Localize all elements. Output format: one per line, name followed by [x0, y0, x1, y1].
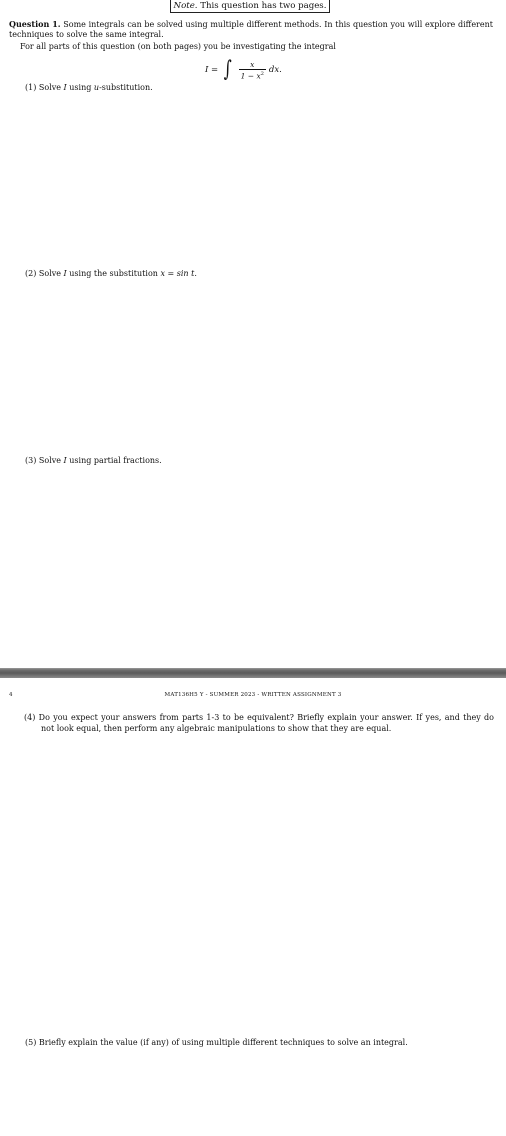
running-header: MAT136H5 Y - SUMMER 2023 - WRITTEN ASSIGNMENT 3	[164, 692, 342, 698]
part-3-number: (3)	[25, 456, 37, 465]
denominator-exponent: 2	[260, 70, 264, 77]
part-2-eq: x = sin t	[160, 269, 195, 278]
note-box	[170, 0, 330, 13]
integral-fraction	[239, 60, 266, 81]
note-text: This question has two pages.	[200, 1, 327, 11]
part-1-mid: using	[69, 83, 92, 92]
question-intro: For all parts of this question (on both pages) you be investigating the integral	[20, 42, 336, 51]
part-4-body	[24, 712, 494, 734]
part-5-number: (5)	[25, 1038, 37, 1047]
part-2-mid: using the substitution	[69, 269, 158, 278]
part-1-post: -substitution.	[99, 83, 153, 92]
integral-sign-icon: ∫	[223, 57, 232, 82]
part-1-var: I	[63, 83, 67, 92]
part-2-post: .	[194, 269, 197, 278]
part-3	[25, 456, 162, 466]
page-number: 4	[9, 692, 13, 698]
fraction-denominator	[239, 69, 266, 81]
part-3-pre: Solve	[38, 456, 61, 465]
part-1	[25, 83, 153, 93]
page-divider	[0, 668, 506, 678]
question-statement	[9, 19, 493, 40]
question-text: Some integrals can be solved using multiple different methods. In this question you will explore different techniques to solve the same integral.	[9, 20, 493, 39]
part-3-post: using partial fractions.	[69, 456, 162, 465]
part-1-pre: Solve	[38, 83, 61, 92]
part-4-number: (4)	[24, 713, 36, 722]
denominator-base: 1 − x	[240, 71, 261, 81]
fraction-numerator: x	[250, 59, 255, 69]
part-4-text: Do you expect your answers from parts 1-3 to be equivalent? Briefly explain your answer. If yes, and they do not look equal, then perform any algebraic manipulations to show that they are equal.	[38, 713, 494, 733]
part-2-pre: Solve	[38, 269, 61, 278]
part-2	[25, 269, 197, 279]
part-1-var2: u	[93, 83, 100, 92]
part-4	[24, 712, 494, 734]
part-2-var: I	[63, 269, 67, 278]
part-1-number: (1)	[25, 83, 37, 92]
question-label: Question 1.	[9, 19, 61, 29]
note-label: Note.	[173, 1, 198, 11]
part-3-var: I	[63, 456, 67, 465]
integral-formula	[205, 55, 282, 85]
integral-lhs: I =	[205, 65, 219, 75]
integral-differential: dx.	[268, 65, 282, 75]
part-5-text: Briefly explain the value (if any) of using multiple different techniques to solve an integral.	[38, 1038, 408, 1047]
page-two	[0, 678, 506, 1136]
part-5	[25, 1038, 408, 1048]
part-2-number: (2)	[25, 269, 37, 278]
